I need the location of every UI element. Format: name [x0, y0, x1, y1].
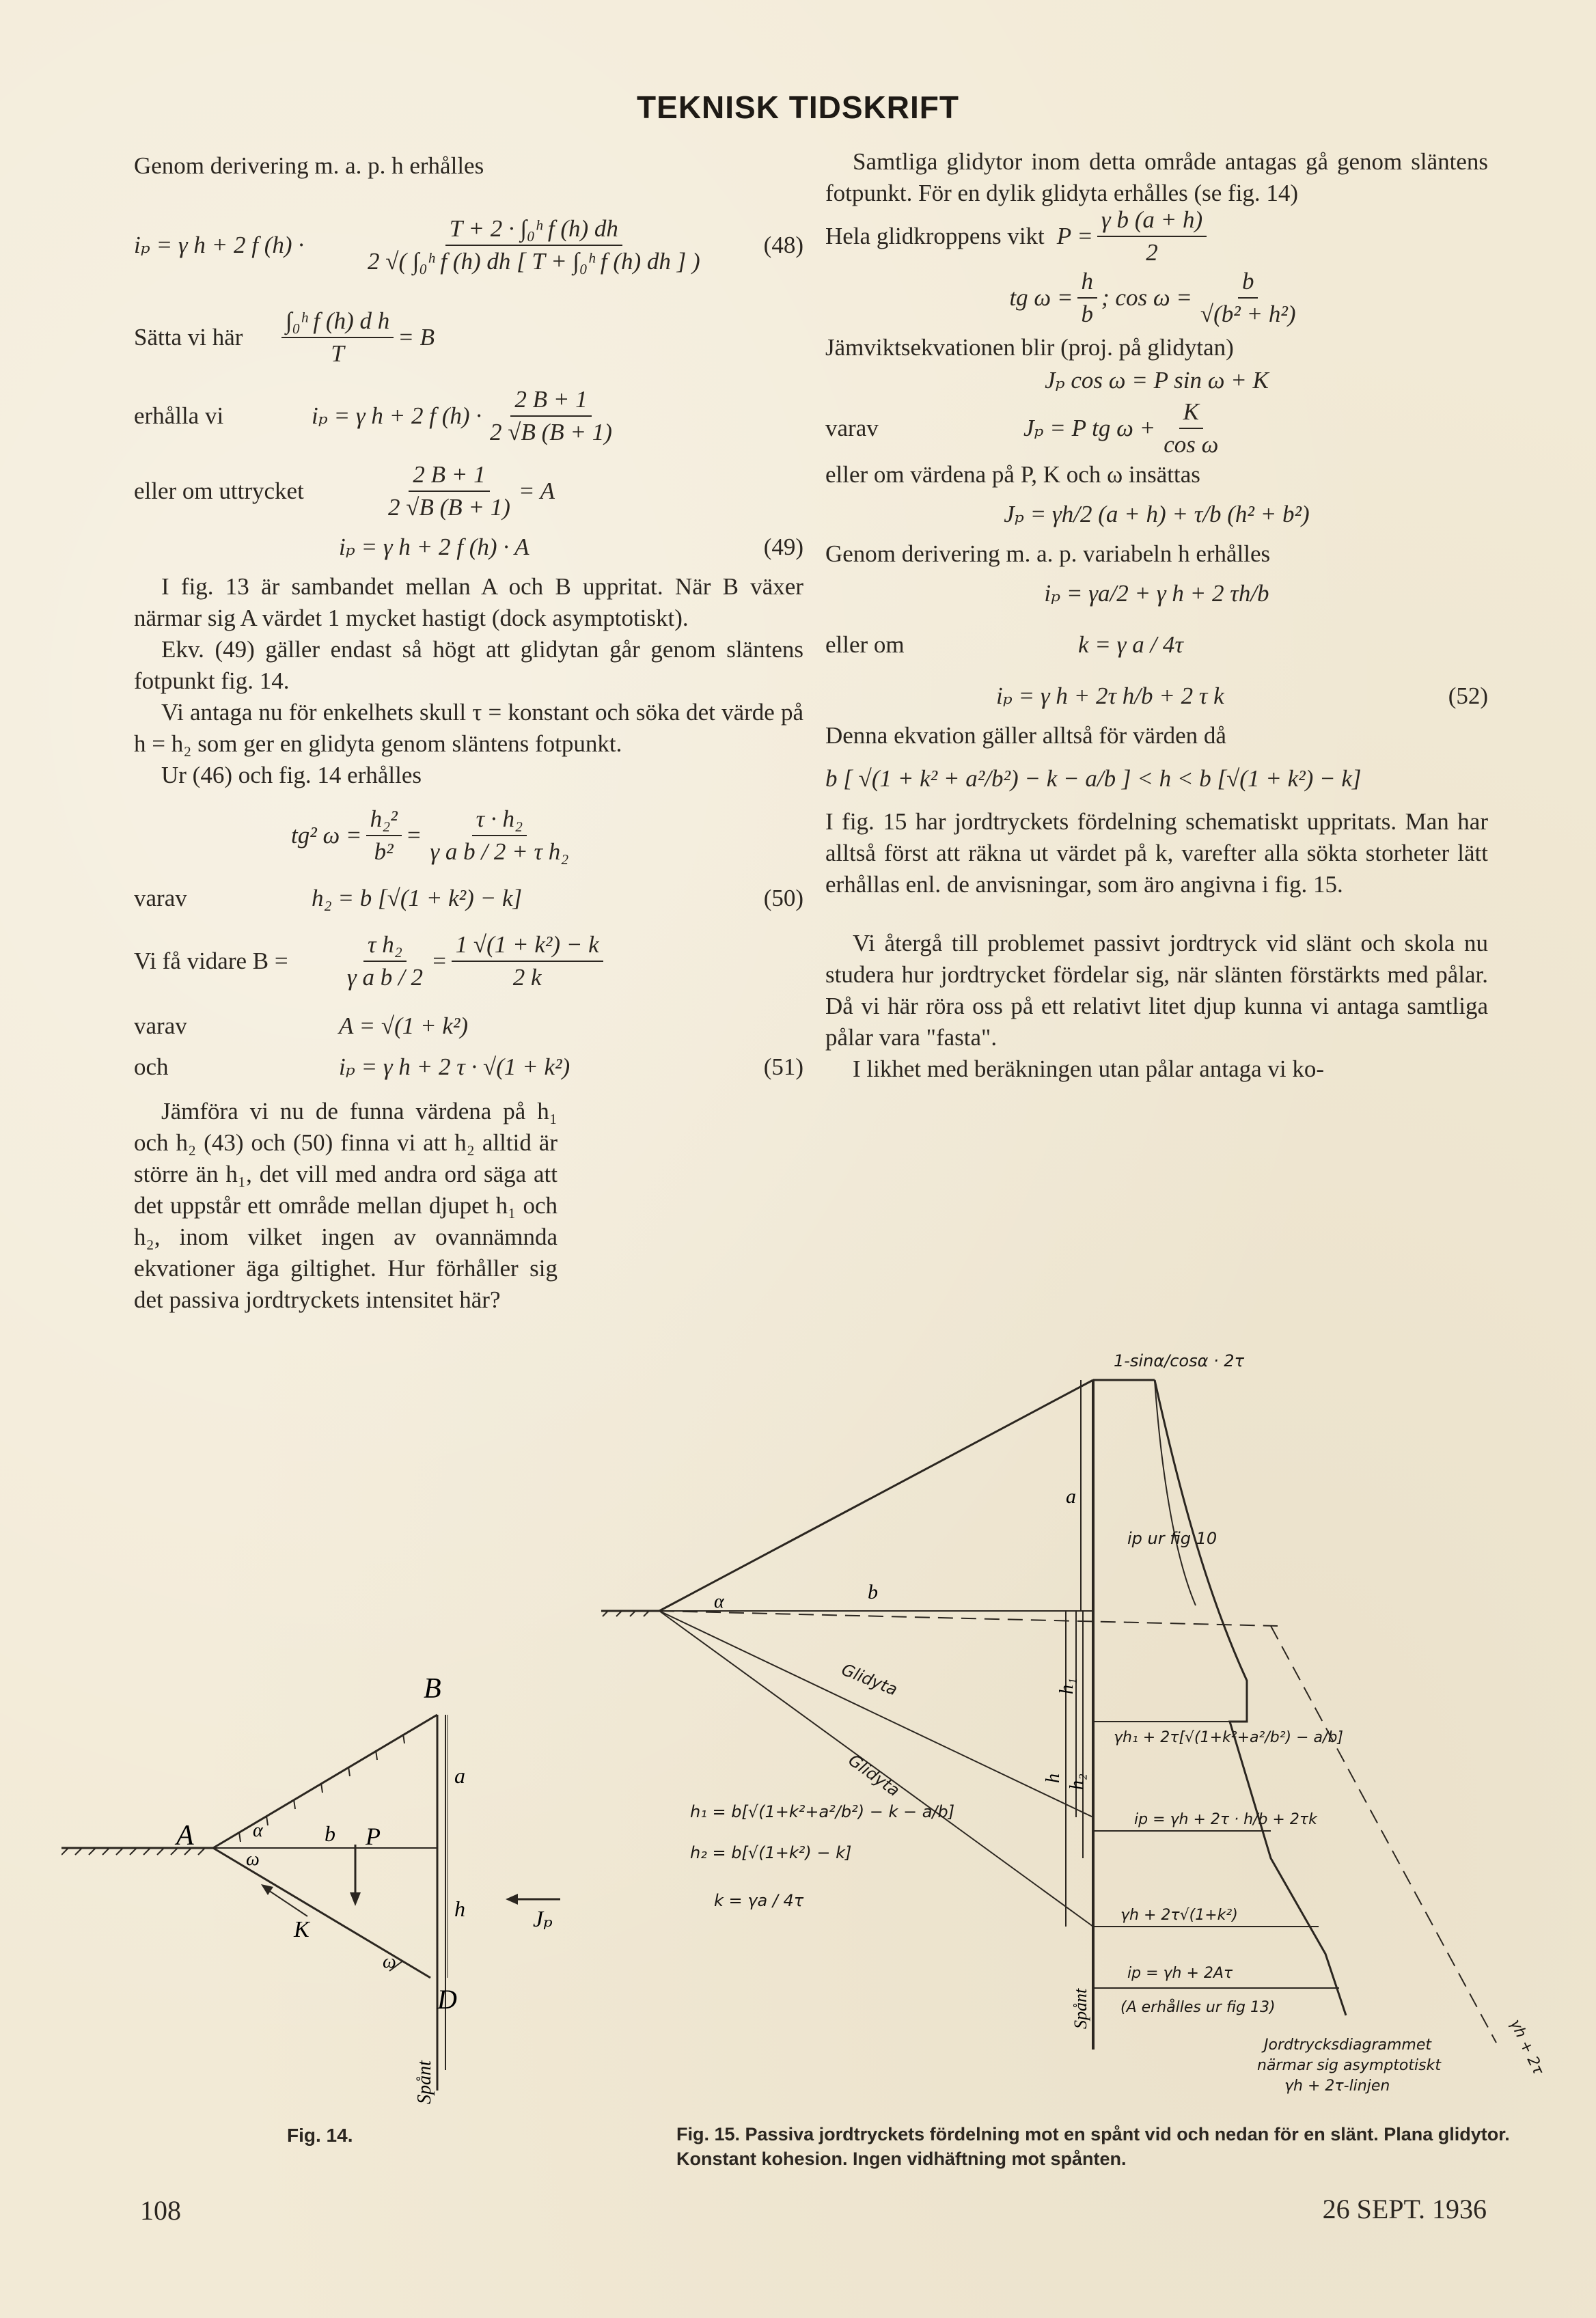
vi-fa-den2: 2 k	[512, 964, 542, 991]
eller-label: eller om uttrycket	[134, 478, 304, 504]
equation-51	[134, 1047, 803, 1088]
equation-tg-cos	[825, 264, 1488, 332]
och-label: och	[134, 1053, 169, 1080]
equation-48	[134, 194, 803, 296]
ip-fig10-curve	[1155, 1380, 1196, 1605]
paragraph-jamvikt: Jämviktsekvationen blir (proj. på glidytan)	[825, 334, 1234, 361]
force-K-head	[261, 1884, 273, 1895]
label-b: b	[325, 1821, 335, 1846]
vi-fa-den1: γ a b / 2	[347, 964, 424, 991]
formula-h1: h₁ = b[√(1+k²+a²/b²) − k − a/b]	[690, 1802, 955, 1821]
eller-numerator: 2 B + 1	[409, 459, 489, 492]
label-h2: h₂	[1067, 1774, 1088, 1790]
note-top: 1-sinα/cosα · 2τ	[1114, 1351, 1245, 1370]
eller-fraction	[384, 459, 514, 523]
eq48-lhs: iₚ = γ h + 2 f (h) ·	[134, 232, 305, 258]
tg2-lhs: tg² ω =	[291, 822, 362, 848]
paragraph-samtliga: Samtliga glidytor inom detta område antagas gå genom släntens fotpunkt. För en dylik glidyta erhålles (se fig. 14)	[825, 148, 1488, 206]
equation-vi-fa	[134, 917, 803, 1006]
paragraph-derivering: Genom derivering m. a. p. variabeln h erhålles	[825, 540, 1271, 567]
left-column	[134, 150, 803, 1316]
formula-k: k = γa / 4τ	[714, 1891, 804, 1910]
varav2-label: varav	[134, 1012, 187, 1039]
eq48-denominator: 2 √( ∫₀ʰ f (h) dh [ T + ∫₀ʰ f (h) dh ] )	[368, 248, 700, 275]
tg-fraction	[1077, 266, 1098, 330]
label-Jp: Jₚ	[533, 1907, 553, 1932]
varav-lhs: Jₚ = P tg ω +	[1023, 415, 1156, 441]
paragraph-insattas: eller om värdena på P, K och ω insättas	[825, 461, 1200, 488]
label-omega-top: ω	[246, 1849, 260, 1870]
eller-denominator: 2 √B (B + 1)	[388, 494, 510, 521]
tg2-num2: τ · h₂	[472, 803, 527, 836]
asymptote-note-3: γh + 2τ-linjen	[1284, 2078, 1390, 2095]
tg2-num1: h₂²	[366, 803, 402, 836]
satta-fraction	[281, 305, 394, 370]
eller-om-label: eller om	[825, 631, 905, 658]
eq51-body: iₚ = γ h + 2 τ · √(1 + k²)	[339, 1053, 570, 1080]
dashed-asymptote	[1271, 1626, 1496, 2043]
label-h: h	[1043, 1774, 1064, 1783]
equation-jamvikt	[825, 363, 1488, 398]
satta-numerator: ∫₀ʰ f (h) d h	[281, 305, 394, 338]
erhalla-numerator: 2 B + 1	[510, 384, 591, 417]
paragraph-vi-atergå: Vi återgå till problemet passivt jordtryck vid slänt och skola nu studera hur jordtrycket fördelar sig, när slänten förstärkts med pålar. Då vi här röra oss på ett relativt litet djup kunna vi antaga samtliga pålar vara "fasta".	[825, 930, 1488, 1051]
cos-fraction	[1196, 266, 1300, 330]
curve-label-5: (A erhålles ur fig 13)	[1120, 1999, 1276, 2016]
vi-fa-fraction1	[343, 929, 427, 993]
equation-jp	[825, 491, 1488, 538]
eq52-number: (52)	[1448, 682, 1488, 709]
label-a: a	[454, 1763, 465, 1788]
label-b: b	[868, 1581, 878, 1603]
label-a: a	[1066, 1485, 1076, 1508]
tg2-fraction2	[426, 803, 573, 868]
eq51-number: (51)	[763, 1053, 803, 1080]
force-Jp-head	[506, 1894, 518, 1905]
vikt-label: Hela glidkroppens vikt	[825, 223, 1045, 249]
equation-erhalla	[134, 378, 803, 454]
paragraph-fig13: I fig. 13 är sambandet mellan A och B uppritat. När B växer närmar sig A värdet 1 mycket hastigt (dock asymptotiskt).	[134, 573, 803, 631]
dashed-horizontal	[659, 1611, 1278, 1626]
label-h1: h₁	[1056, 1678, 1077, 1694]
varav-num: K	[1179, 396, 1203, 429]
inequality: b [ √(1 + k² + a²/b²) − k − a/b ] < h < b [√(1 + k²) − k]	[825, 765, 1362, 792]
eq49-body: iₚ = γ h + 2 f (h) · A	[339, 534, 529, 560]
label-P: P	[366, 1823, 381, 1850]
varav-fraction	[1159, 396, 1222, 460]
intro-text: Genom derivering m. a. p. h erhålles	[134, 152, 484, 179]
tg2-fraction1	[366, 803, 402, 868]
equation-A	[134, 1006, 803, 1047]
erhalla-denominator: 2 √B (B + 1)	[490, 419, 612, 445]
tg-num: h	[1077, 266, 1098, 299]
cos-den: √(b² + h²)	[1200, 301, 1296, 327]
label-glidyta-2: Glidyta	[844, 1750, 904, 1801]
label-glidyta-1: Glidyta	[838, 1659, 900, 1700]
label-alpha: α	[714, 1591, 724, 1612]
paragraph-tau-constant: Vi antaga nu för enkelhets skull τ = konstant och söka det värde på h = h₂ som ger en glidyta genom släntens fotpunkt.	[134, 699, 803, 757]
eq49-number: (49)	[763, 534, 803, 560]
k-eq: k = γ a / 4τ	[1078, 631, 1183, 658]
vikt-denominator: 2	[1146, 239, 1158, 266]
force-P-head	[350, 1892, 361, 1906]
varav-den: cos ω	[1164, 431, 1219, 458]
varav2-eq: A = √(1 + k²)	[339, 1012, 469, 1039]
issue-date: 26 SEPT. 1936	[1322, 2194, 1487, 2224]
tg-lhs: tg ω =	[1009, 284, 1073, 311]
asymptote-side-label: γh + 2τ	[1506, 2016, 1547, 2078]
curve-label-1: γh₁ + 2τ[√(1+k²+a²/b²) − a/b]	[1114, 1729, 1343, 1746]
tg-den: b	[1081, 301, 1094, 327]
satta-label: Sätta vi här	[134, 324, 243, 350]
eq50-body: h₂ = b [√(1 + k²) − k]	[312, 885, 523, 911]
label-D: D	[437, 1984, 457, 2015]
paragraph-i-likhet: I likhet med beräkningen utan pålar antaga vi ko-	[853, 1055, 1325, 1082]
journal-header: TEKNISK TIDSKRIFT	[637, 89, 959, 125]
eller-rhs: = A	[518, 478, 555, 504]
eq48-number: (48)	[763, 232, 803, 258]
label-B: B	[424, 1673, 441, 1705]
asymptote-note-1: Jordtrycksdiagrammet	[1264, 2037, 1432, 2054]
label-K: K	[294, 1917, 309, 1942]
page-number: 108	[140, 2195, 181, 2226]
paragraph-jamfora: Jämföra vi nu de funna värdena på h₁ och h₂ (43) och (50) finna vi att h₂ alltid är större än h₁, det vill med andra ord säga att det uppstår ett område mellan djupet h₁ och h₂, inom vilket ingen av ovannämnda ekvationer äga giltighet. Hur förhåller sig det passiva jordtryckets intensitet här?	[134, 1098, 558, 1313]
equation-k	[825, 618, 1488, 672]
fig15-caption: Fig. 15. Passiva jordtryckets fördelning mot en spånt vid och nedan för en slänt. Plana glidytor. Konstant kohesion. Ingen vidhäftning mot spånten.	[676, 2124, 1510, 2169]
label-ip-fig10: ip ur fig 10	[1127, 1529, 1217, 1548]
eq48-numerator: T + 2 · ∫₀ʰ f (h) dh	[445, 213, 622, 246]
cos-lhs: ; cos ω =	[1101, 284, 1192, 311]
vikt-numerator: γ b (a + h)	[1097, 204, 1207, 237]
equation-vikt	[825, 206, 1488, 266]
paragraph-denna: Denna ekvation gäller alltså för värden då	[825, 722, 1226, 749]
paragraph-ur46: Ur (46) och fig. 14 erhålles	[161, 762, 422, 788]
varav1-label: varav	[134, 885, 187, 911]
jamvikt-eq: Jₚ cos ω = P sin ω + K	[1045, 367, 1269, 394]
vikt-lhs: P =	[1056, 223, 1093, 249]
vi-fa-equals: =	[431, 948, 448, 974]
erhalla-label: erhålla vi	[134, 402, 224, 429]
equation-varav	[825, 398, 1488, 459]
eq52-body: iₚ = γ h + 2τ h/b + 2 τ k	[996, 682, 1224, 709]
equation-52	[825, 672, 1488, 720]
tg2-den2: γ a b / 2 + τ h₂	[430, 838, 569, 865]
asymptote-note-2: närmar sig asymptotiskt	[1257, 2057, 1441, 2074]
jp-eq: Jₚ = γh/2 (a + h) + τ/b (h² + b²)	[1004, 501, 1310, 527]
paragraph-fig15: I fig. 15 har jordtryckets fördelning schematiskt uppritats. Man har alltså först att räkna ut värdet på k, varefter alla sökta storheter lätt erhållas enl. de anvisningar, som äro angivna i fig. 15.	[825, 808, 1488, 898]
equation-50	[134, 880, 803, 917]
label-A: A	[176, 1820, 194, 1851]
equation-inequality	[825, 751, 1488, 806]
varav-label: varav	[825, 415, 879, 441]
equation-tg2	[134, 791, 803, 880]
erhalla-fraction	[486, 384, 616, 448]
formula-h2: h₂ = b[√(1+k²) − k]	[690, 1843, 852, 1862]
vi-fa-fraction2	[452, 929, 603, 993]
right-column	[825, 146, 1488, 1085]
vi-fa-num2: 1 √(1 + k²) − k	[452, 929, 603, 962]
equation-ip	[825, 570, 1488, 618]
curve-label-4: ip = γh + 2Aτ	[1127, 1965, 1233, 1982]
label-alpha: α	[253, 1820, 263, 1841]
satta-denominator: T	[331, 340, 344, 367]
vi-fa-label: Vi få vidare B =	[134, 948, 288, 974]
satta-rhs: = B	[398, 324, 435, 350]
eq48-fraction	[363, 213, 704, 277]
eq50-number: (50)	[763, 885, 803, 911]
fig14-caption: Fig. 14.	[287, 2125, 353, 2146]
label-spont: Spånt	[414, 2060, 435, 2104]
ip-eq: iₚ = γa/2 + γ h + 2 τh/b	[1044, 580, 1269, 607]
equation-satta	[134, 296, 803, 378]
paragraph-ekv49: Ekv. (49) gäller endast så högt att glidytan går genom släntens fotpunkt fig. 14.	[134, 636, 803, 694]
label-h: h	[454, 1896, 465, 1921]
erhalla-lhs: iₚ = γ h + 2 f (h) ·	[312, 402, 482, 429]
vi-fa-num1: τ h₂	[363, 929, 407, 962]
tg2-equals: =	[405, 822, 422, 848]
cos-num: b	[1238, 266, 1258, 299]
curve-label-3: γh + 2τ√(1+k²)	[1120, 1907, 1238, 1924]
figure-15	[594, 1339, 1565, 2125]
label-omega-bottom: ω	[383, 1951, 396, 1972]
label-spont: Spånt	[1071, 1988, 1090, 2029]
equation-eller	[134, 454, 803, 529]
vikt-fraction	[1097, 204, 1207, 268]
tg2-den1: b²	[374, 838, 394, 865]
slope-line	[659, 1380, 1093, 1611]
equation-49	[134, 529, 803, 566]
curve-label-2: ip = γh + 2τ · h/b + 2τk	[1134, 1811, 1317, 1828]
